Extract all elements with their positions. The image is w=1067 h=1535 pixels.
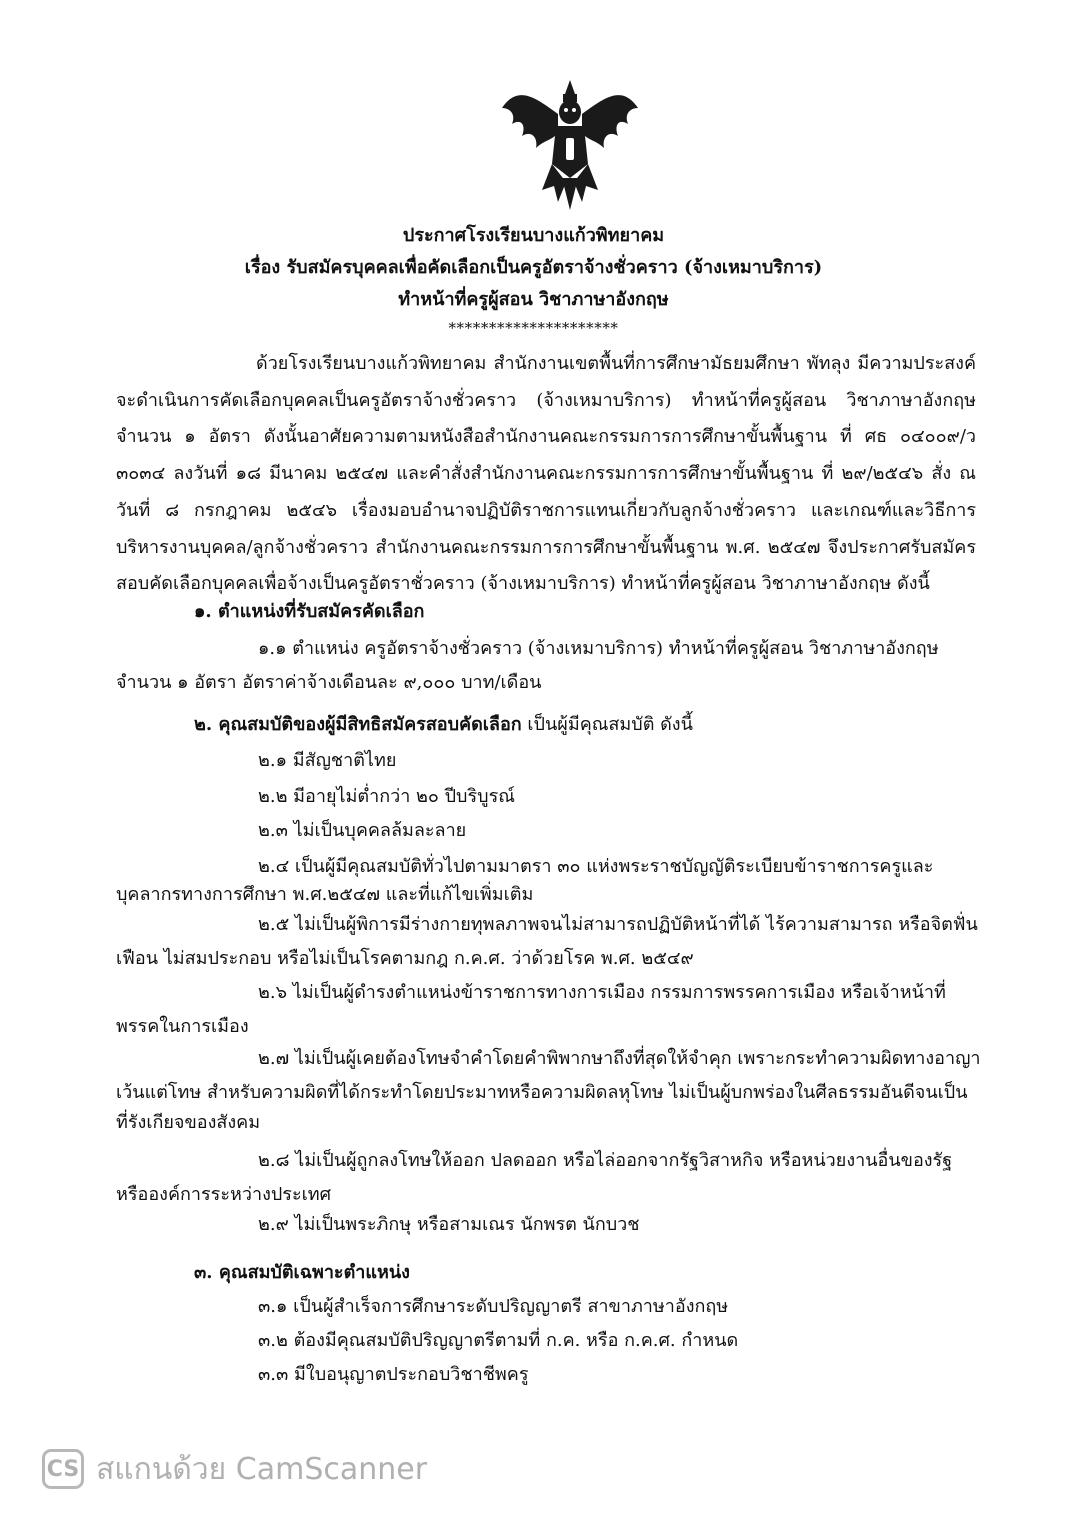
section-2-item-5: ๒.๕ ไม่เป็นผู้พิการมีร่างกายทุพลภาพจนไม่สามารถปฏิบัติหน้าที่ได้ ไร้ความสามารถ หรือจิตฟั่น [258,914,978,935]
announcement-subject-line2: ทำหน้าที่ครูผู้สอน วิชาภาษาอังกฤษ [398,289,669,310]
section-3-item-1: ๓.๑ เป็นผู้สำเร็จการศึกษาระดับปริญญาตรี สาขาภาษาอังกฤษ [258,1296,729,1317]
announcement-subject: เรื่อง รับสมัครบุคคลเพื่อคัดเลือกเป็นครูอัตราจ้างชั่วคราว (จ้างเหมาบริการ) [244,257,823,278]
camscanner-logo-icon: CS [42,1449,84,1489]
intro-paragraph: ด้วยโรงเรียนบางแก้วพิทยาคม สำนักงานเขตพื้นที่การศึกษามัธยมศึกษา พัทลุง มีความประสงค์ จะดำเนินการคัดเลือกบุคคลเป็นครูอัตราจ้างชั่วคราว (จ้างเหมาบริการ) ทำหน้าที่ครูผู้สอน วิชาภาษาอังกฤษ จำนวน ๑ อัตรา ดังนั้นอาศัยความตามหนังสือสำนักงานคณะกรรมการการศึกษาขั้นพื้นฐาน ที่ ศธ ๐๔๐๐๙/ว ๓๐๓๔ ลงวันที่ ๑๘ มีนาคม ๒๕๔๗ และคำสั่งสำนักงานคณะกรรมการการศึกษาขั้นพื้นฐาน ที่ ๒๙/๒๕๔๖ สั่ง ณ วันที่ ๘ กรกฎาคม ๒๕๔๖ เรื่องมอบอำนาจปฏิบัติราชการแทนเกี่ยวกับลูกจ้างชั่วคราว และเกณฑ์และวิธีการบริหารงานบุคคล/ลูกจ้างชั่วคราว สำนักงานคณะกรรมการการศึกษาขั้นพื้นฐาน พ.ศ. ๒๕๔๗ จึงประกาศรับสมัครสอบคัดเลือกบุคคลเพื่อจ้างเป็นครูอัตราชั่วคราว (จ้างเหมาบริการ) ทำหน้าที่ครูผู้สอน วิชาภาษาอังกฤษ ดังนี้ [116,353,976,595]
section-2-item-6: ๒.๖ ไม่เป็นผู้ดำรงตำแหน่งข้าราชการทางการเมือง กรรมการพรรคการเมือง หรือเจ้าหน้าที่ [258,982,946,1003]
section-2-item-7-cont2: ที่รังเกียจของสังคม [116,1112,261,1133]
garuda-emblem-icon [496,78,644,212]
section-2-item-4-cont: บุคลากรทางการศึกษา พ.ศ.๒๕๔๗ และที่แก้ไขเพิ่มเติม [116,884,534,905]
section-2-item-8: ๒.๘ ไม่เป็นผู้ถูกลงโทษให้ออก ปลดออก หรือไล่ออกจากรัฐวิสาหกิจ หรือหน่วยงานอื่นของรัฐ [258,1150,953,1171]
section-2-item-8-cont: หรือองค์การระหว่างประเทศ [116,1184,332,1205]
separator: ********************* [448,319,619,337]
section-2-item-2: ๒.๒ มีอายุไม่ต่ำกว่า ๒๐ ปีบริบูรณ์ [258,786,515,807]
section-3-heading: ๓. คุณสมบัติเฉพาะตำแหน่ง [194,1262,410,1283]
section-1-item-1-cont: จำนวน ๑ อัตรา อัตราค่าจ้างเดือนละ ๙,๐๐๐ บาท/เดือน [116,672,542,693]
section-3-item-2: ๓.๒ ต้องมีคุณสมบัติปริญญาตรีตามที่ ก.ค. หรือ ก.ค.ศ. กำหนด [258,1330,739,1351]
section-2-item-7-cont: เว้นแต่โทษ สำหรับความผิดที่ได้กระทำโดยประมาทหรือความผิดลหุโทษ ไม่เป็นผู้บกพร่องในศีลธรรมอันดีจนเป็น [116,1082,968,1103]
section-2-heading [194,710,693,740]
section-2-heading-suffix: เป็นผู้มีคุณสมบัติ ดังนี้ [521,714,693,735]
section-2-item-1: ๒.๑ มีสัญชาติไทย [258,750,397,771]
camscanner-text: สแกนด้วย CamScanner [96,1451,428,1487]
section-2-heading-bold: ๒. คุณสมบัติของผู้มีสิทธิสมัครสอบคัดเลือก [194,714,522,735]
section-3-item-3: ๓.๓ มีใบอนุญาตประกอบวิชาชีพครู [258,1364,529,1385]
section-1-heading: ๑. ตำแหน่งที่รับสมัครคัดเลือก [194,601,425,622]
section-1-item-1: ๑.๑ ตำแหน่ง ครูอัตราจ้างชั่วคราว (จ้างเหมาบริการ) ทำหน้าที่ครูผู้สอน วิชาภาษาอังกฤษ [258,638,939,659]
camscanner-watermark [42,1447,427,1491]
section-2-item-9: ๒.๙ ไม่เป็นพระภิกษุ หรือสามเณร นักพรต นักบวช [258,1214,640,1235]
section-2-item-6-cont: พรรคในการเมือง [116,1016,249,1037]
section-2-item-4: ๒.๔ เป็นผู้มีคุณสมบัติทั่วไปตามมาตรา ๓๐ แห่งพระราชบัญญัติระเบียบข้าราชการครูและ [258,856,934,877]
section-2-item-5-cont: เฟือน ไม่สมประกอบ หรือไม่เป็นโรคตามกฎ ก.ค.ศ. ว่าด้วยโรค พ.ศ. ๒๕๔๙ [116,948,694,969]
section-2-item-7: ๒.๗ ไม่เป็นผู้เคยต้องโทษจำคำโดยคำพิพากษาถึงที่สุดให้จำคุก เพราะกระทำความผิดทางอาญา [258,1048,981,1069]
section-2-item-3: ๒.๓ ไม่เป็นบุคคลล้มละลาย [258,820,467,841]
announcement-title: ประกาศโรงเรียนบางแก้วพิทยาคม [402,225,665,246]
